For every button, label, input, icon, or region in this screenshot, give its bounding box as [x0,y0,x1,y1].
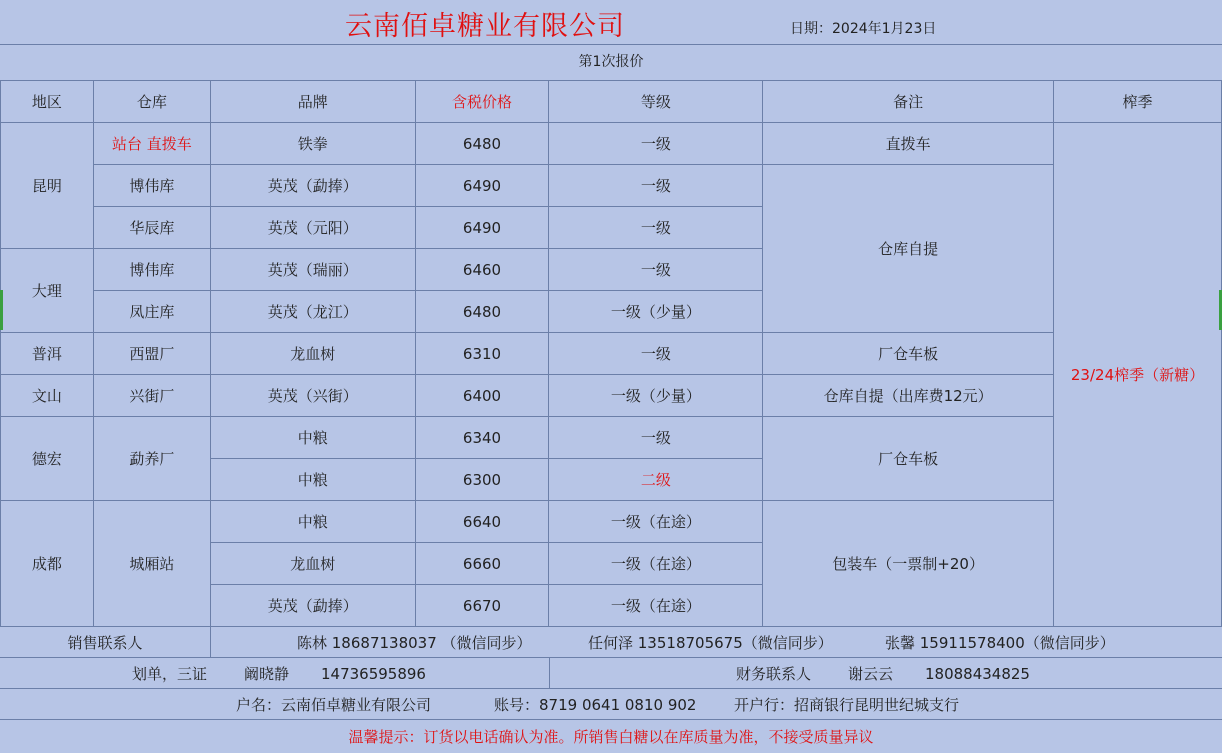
table-row [1,417,1222,459]
price-cell: 6480 [415,291,549,333]
note-cell: 直拨车 [763,123,1054,165]
sales-contact-3: 张馨 15911578400（微信同步） [885,634,1115,652]
brand-cell: 中粮 [210,459,415,501]
region-cell: 昆明 [1,123,94,249]
finance-phone: 18088434825 [925,664,1030,683]
brand-cell: 龙血树 [210,333,415,375]
grade-cell: 一级 [549,333,763,375]
order-contact [0,658,550,689]
grade-cell: 一级（少量） [549,291,763,333]
col-note: 备注 [763,81,1054,123]
brand-cell: 英茂（兴街） [210,375,415,417]
region-cell: 普洱 [1,333,94,375]
brand-cell: 英茂（勐捧） [210,585,415,627]
price-cell: 6660 [415,543,549,585]
table-row [1,333,1222,375]
price-cell: 6300 [415,459,549,501]
grade-cell: 一级（在途） [549,585,763,627]
order-finance-row [0,657,1222,689]
grade-cell: 一级 [549,249,763,291]
grade-cell: 一级 [549,207,763,249]
col-brand: 品牌 [210,81,415,123]
region-cell: 文山 [1,375,94,417]
grade-cell: 二级 [549,459,763,501]
col-price: 含税价格 [415,81,549,123]
brand-cell: 英茂（瑞丽） [210,249,415,291]
warehouse-cell: 博伟库 [93,165,210,207]
note-cell: 仓库自提 [763,165,1054,333]
price-cell: 6670 [415,585,549,627]
price-cell: 6310 [415,333,549,375]
grade-cell: 一级 [549,417,763,459]
col-warehouse: 仓库 [93,81,210,123]
account-name: 户名：云南佰卓糖业有限公司 [236,696,432,714]
table-row [1,123,1222,165]
note-cell: 厂仓车板 [763,333,1054,375]
sales-contact-2: 任何泽 13518705675（微信同步） [588,634,833,652]
table-row [1,165,1222,207]
note-cell: 厂仓车板 [763,417,1054,501]
col-region: 地区 [1,81,94,123]
warehouse-cell: 城厢站 [93,501,210,627]
sheet-edge-marker [0,290,3,330]
grade-cell: 一级（在途） [549,501,763,543]
note-cell: 包装车（一票制+20） [763,501,1054,627]
table-row [1,501,1222,543]
region-cell: 德宏 [1,417,94,501]
season-cell: 23/24榨季（新糖） [1054,123,1222,627]
brand-cell: 中粮 [210,417,415,459]
col-grade: 等级 [549,81,763,123]
warehouse-cell: 华辰库 [93,207,210,249]
finance-name: 谢云云 [848,665,894,683]
finance-contact [549,658,1222,689]
warehouse-cell: 凤庄库 [93,291,210,333]
note-cell: 仓库自提（出库费12元） [763,375,1054,417]
sales-contacts-row [0,626,1222,658]
price-table [0,80,1222,627]
warehouse-cell: 勐养厂 [93,417,210,501]
price-cell: 6400 [415,375,549,417]
orders-name: 阚晓静 [244,665,290,683]
account-number: 账号：8719 0641 0810 902 [494,696,697,714]
sales-contacts-label: 销售联系人 [0,627,211,658]
brand-cell: 英茂（龙江） [210,291,415,333]
warm-tip: 温馨提示：订货以电话确认为准。所销售白糖以在库质量为准，不接受质量异议 [348,728,874,746]
bank-name: 开户行：招商银行昆明世纪城支行 [734,696,960,714]
price-cell: 6490 [415,207,549,249]
price-cell: 6640 [415,501,549,543]
brand-cell: 英茂（元阳） [210,207,415,249]
finance-label: 财务联系人 [736,665,812,683]
region-cell: 大理 [1,249,94,333]
table-header-row [1,81,1222,123]
warehouse-cell: 博伟库 [93,249,210,291]
warehouse-cell: 西盟厂 [93,333,210,375]
warehouse-cell: 站台 直拨车 [93,123,210,165]
grade-cell: 一级 [549,123,763,165]
price-cell: 6480 [415,123,549,165]
brand-cell: 英茂（勐捧） [210,165,415,207]
price-cell: 6490 [415,165,549,207]
sheet-header [0,0,1222,45]
table-row [1,375,1222,417]
grade-cell: 一级（在途） [549,543,763,585]
company-title: 云南佰卓糖业有限公司 [345,11,625,42]
col-season: 榨季 [1054,81,1222,123]
grade-cell: 一级 [549,165,763,207]
quote-round: 第1次报价 [0,44,1222,81]
price-cell: 6460 [415,249,549,291]
tip-row [0,719,1222,753]
price-cell: 6340 [415,417,549,459]
region-cell: 成都 [1,501,94,627]
grade-cell: 一级（少量） [549,375,763,417]
orders-label: 划单，三证 [132,665,208,683]
brand-cell: 铁拳 [210,123,415,165]
brand-cell: 龙血树 [210,543,415,585]
orders-phone: 14736595896 [321,664,426,683]
quote-date: 日期：2024年1月23日 [790,21,937,37]
warehouse-cell: 兴街厂 [93,375,210,417]
brand-cell: 中粮 [210,501,415,543]
bank-row [0,688,1222,720]
sales-contact-1: 陈林 18687138037 （微信同步） [297,634,532,652]
